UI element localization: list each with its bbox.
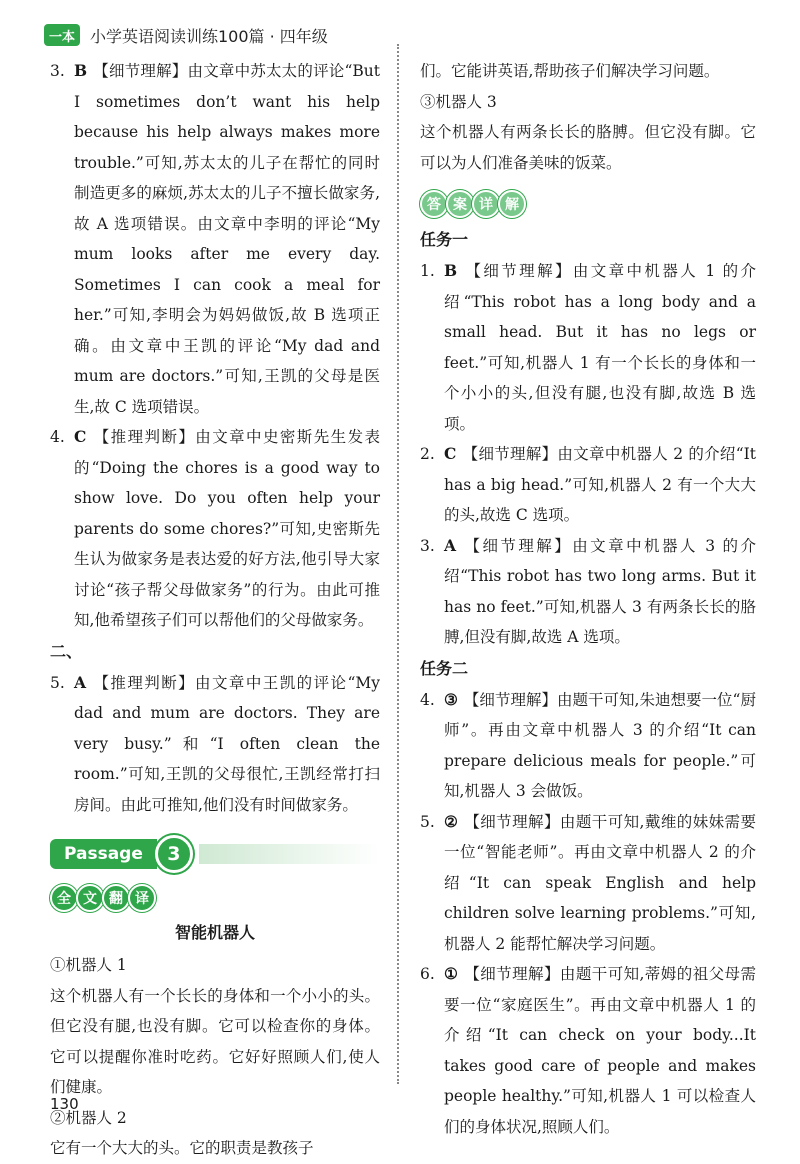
item-number: 6. — [420, 965, 435, 983]
item-explanation: 【细节理解】由文章中机器人 1 的介绍“This robot has a long body and a small head. But it has no legs or feet.”可知,机器人 1 有一个长长的身体和一个小小的头,但没有腿,也没有脚,故选 B 选项。 — [444, 262, 756, 433]
item-answer: ② — [444, 811, 459, 831]
translation-title: 智能机器人 — [174, 923, 255, 942]
task2-item-6 — [420, 959, 756, 1142]
robot3-text: 这个机器人有两条长长的胳膊。但它没有脚。它可以为人们准备美味的饭菜。 — [420, 123, 756, 172]
robot2-text-continued: 们。它能讲英语,帮助孩子们解决学习问题。 — [420, 62, 720, 80]
answer-item-4 — [50, 422, 380, 636]
tag-char: 文 — [76, 884, 104, 912]
robot2-text: 它有一个大大的头。它的职责是教孩子 — [50, 1139, 314, 1157]
task1-item-2 — [420, 439, 756, 531]
item-explanation: 【细节理解】由题干可知,朱迪想要一位“厨师”。再由文章中机器人 3 的介绍“It can prepare delicious meals for people.”可知,机器人 3 会做饭。 — [444, 690, 756, 800]
passage-number: 3 — [155, 835, 193, 873]
section-two-heading: 二、 — [50, 641, 83, 661]
translation-tag — [50, 884, 380, 912]
item-number: 5. — [420, 812, 435, 831]
tag-char: 全 — [50, 884, 78, 912]
item-answer: C — [74, 427, 87, 446]
item-explanation: 【细节理解】由题干可知,戴维的妹妹需要一位“智能老师”。再由文章中机器人 2 的介绍“It can speak English and help children solve learning problems.”可知,机器人 2 能帮忙解决学习问题。 — [444, 812, 756, 953]
tag-char: 翻 — [102, 884, 130, 912]
page-number: 130 — [50, 1095, 79, 1113]
task2-item-5 — [420, 807, 756, 960]
tag-char: 解 — [498, 190, 526, 218]
robot2-title: ②机器人 2 — [50, 1108, 127, 1127]
item-explanation: 【细节理解】由文章中苏太太的评论“But I sometimes don’t want his help because his help always makes more trouble.”可知,苏太太的儿子在帮忙的同时制造更多的麻烦,苏太太的儿子不擅长做家务,故 A 选项错误。由文章中李明的评论“My mum looks after me every day. Sometimes I can cook a meal for her.”可知,李明会为妈妈做饭,故 B 选项正确。由文章中王凯的评论“My dad and mum are doctors.”可知,王凯的父母是医生,故 C 选项错误。 — [74, 62, 380, 416]
item-explanation: 【推理判断】由文章中史密斯先生发表的“Doing the chores is a good way to show love. Do you often help your parents do some chores?”可知,史密斯先生认为做家务是表达爱的好方法,他引导大家讨论“孩子帮父母做家务”的行为。由此可推知,他希望孩子们可以帮他们的父母做家务。 — [74, 428, 380, 629]
item-explanation: 【细节理解】由文章中机器人 3 的介绍“This robot has two long arms. But it has no feet.”可知,机器人 3 有两条长长的胳膊,但没有脚,故选 A 选项。 — [444, 536, 756, 646]
task-two-heading: 任务二 — [420, 658, 469, 678]
banner-decoration — [199, 844, 380, 864]
task-one-heading: 任务一 — [420, 230, 469, 249]
item-answer: ③ — [444, 689, 458, 709]
answer-item-5 — [50, 668, 380, 821]
item-answer: C — [444, 444, 457, 463]
passage-label: Passage — [50, 839, 157, 869]
item-answer: B — [74, 61, 88, 80]
item-number: 1. — [420, 262, 435, 280]
book-title: 小学英语阅读训练100篇 · 四年级 — [90, 26, 328, 46]
publisher-logo: 一本 — [44, 24, 80, 46]
item-answer: B — [444, 261, 458, 280]
answer-tag — [420, 190, 756, 218]
item-number: 2. — [420, 445, 435, 463]
task1-item-3 — [420, 531, 756, 653]
left-column — [50, 56, 380, 1164]
robot1-text: 这个机器人有一个长长的身体和一个小小的头。但它没有腿,也没有脚。它可以检查你的身体。它可以提醒你准时吃药。它好好照顾人们,使人们健康。 — [50, 986, 380, 1096]
page-header — [44, 20, 328, 50]
item-number: 3. — [50, 62, 65, 80]
item-answer: A — [74, 672, 87, 692]
item-answer: ① — [444, 964, 459, 983]
item-number: 4. — [420, 690, 435, 709]
item-explanation: 【细节理解】由题干可知,蒂姆的祖父母需要一位“家庭医生”。再由文章中机器人 1 的介绍“It can check on your body...It takes good care of people and makes people healthy.”可知,机器人 1 可以检查人们的身体状况,照顾人们。 — [444, 965, 756, 1136]
item-answer: A — [444, 535, 457, 555]
tag-char: 案 — [446, 190, 474, 218]
tag-char: 详 — [472, 190, 500, 218]
tag-char: 答 — [420, 190, 448, 218]
right-column — [420, 56, 756, 1142]
task2-item-4 — [420, 685, 756, 807]
task1-item-1 — [420, 256, 756, 439]
tag-char: 译 — [128, 884, 156, 912]
passage-banner — [50, 836, 380, 872]
item-number: 5. — [50, 673, 65, 692]
column-divider — [397, 44, 399, 1084]
robot3-title: ③机器人 3 — [420, 92, 497, 111]
item-number: 4. — [50, 428, 65, 446]
item-number: 3. — [420, 536, 435, 555]
item-explanation: 【细节理解】由文章中机器人 2 的介绍“It has a big head.”可知,机器人 2 有一个大大的头,故选 C 选项。 — [444, 445, 756, 524]
robot1-title: ①机器人 1 — [50, 956, 127, 974]
item-explanation: 【推理判断】由文章中王凯的评论“My dad and mum are doctors. They are very busy.”和“I often clean the room.”可知,王凯的父母很忙,王凯经常打扫房间。由此可推知,他们没有时间做家务。 — [74, 673, 380, 814]
answer-item-3 — [50, 56, 380, 422]
